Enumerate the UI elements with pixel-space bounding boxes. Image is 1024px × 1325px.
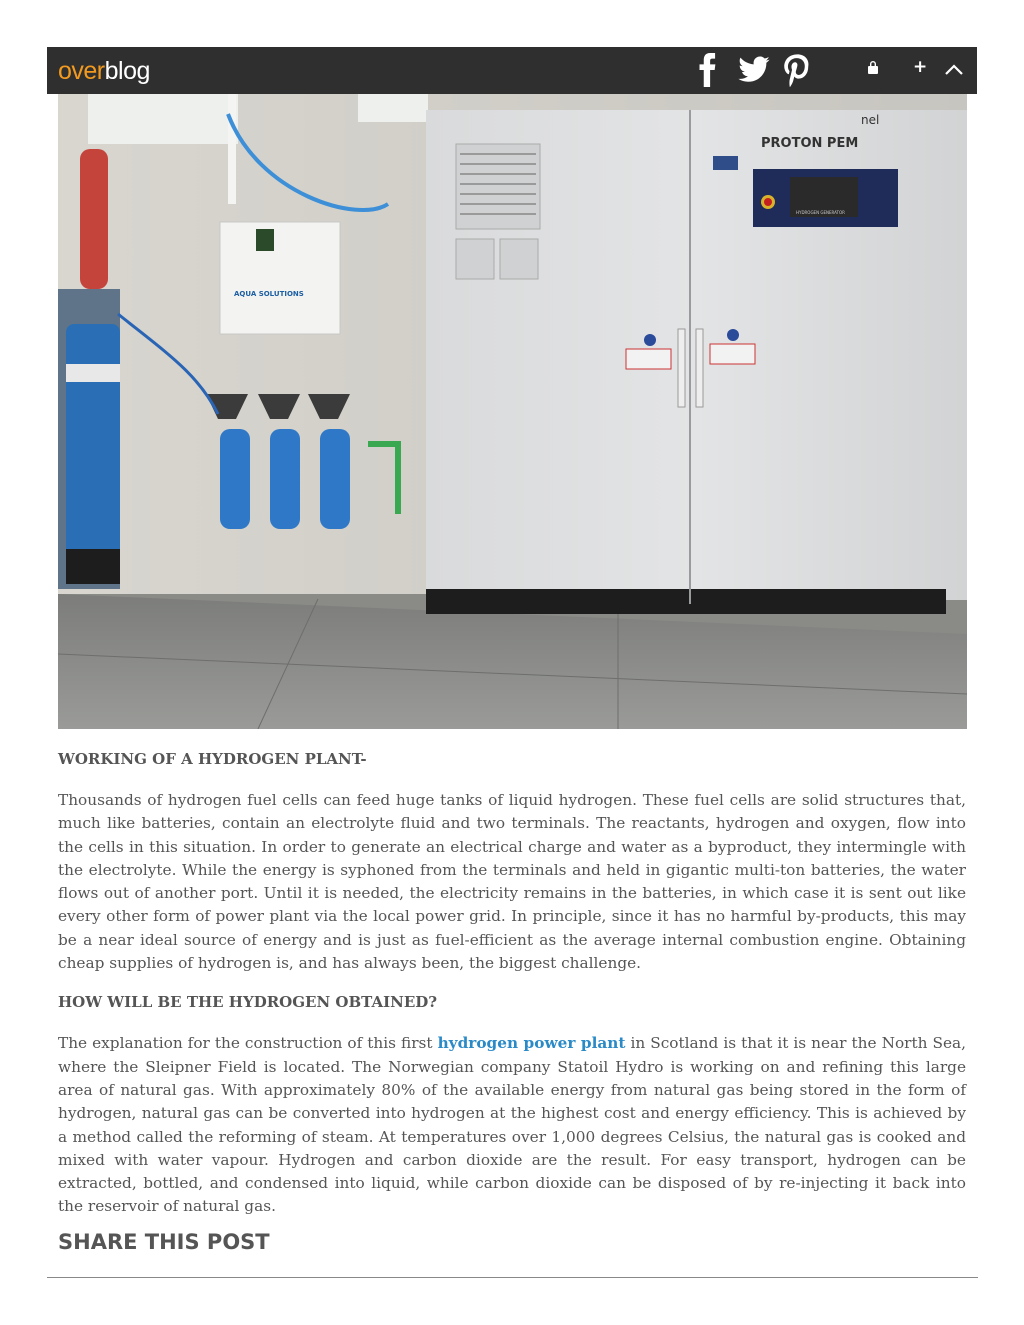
nel-label: nel	[861, 113, 880, 127]
section-heading-obtained: HOW WILL BE THE HYDROGEN OBTAINED?	[58, 993, 438, 1012]
lock-icon[interactable]	[867, 60, 879, 78]
paragraph-text-after-link: in Scotland is that it is near the North Sea, where the Sleipner Field is located. The Norwegian company Statoil Hydro is working on and refining this large area of natural gas. With approximately 80% of the available energy from natural gas being stored in the form of hydrogen, natural gas can be converted into hydrogen at the highest cost and energy efficiency. This is achieved by a method called the reforming of steam. At temperatures over 1,000 degrees Celsius, the natural gas is cooked and mixed with water vapour. Hydrogen and carbon dioxide are the result. For easy transport, hydrogen can be extracted, bottled, and condensed into liquid, while carbon dioxide can be disposed of by re-injecting it back into the reservoir of natural gas.	[58, 1034, 966, 1216]
aqua-solutions-label: AQUA SOLUTIONS	[234, 290, 304, 298]
share-this-post-heading: SHARE THIS POST	[58, 1230, 270, 1254]
chevron-up-icon[interactable]	[944, 61, 964, 79]
overblog-logo[interactable]	[58, 57, 150, 86]
paragraph-obtained	[58, 1032, 966, 1218]
section-heading-working: WORKING OF A HYDROGEN PLANT-	[58, 750, 367, 768]
proton-pem-label: PROTON PEM	[761, 136, 859, 151]
logo-blog-text: blog	[104, 57, 150, 85]
facebook-icon[interactable]	[691, 53, 725, 87]
top-bar	[47, 47, 977, 94]
pinterest-icon[interactable]	[780, 53, 814, 87]
divider	[47, 1277, 978, 1278]
twitter-icon[interactable]	[735, 53, 773, 87]
hydrogen-power-plant-link[interactable]: hydrogen power plant	[437, 1034, 626, 1053]
paragraph-text-before-link: The explanation for the construction of this first	[58, 1034, 438, 1053]
plus-icon[interactable]: +	[913, 57, 928, 77]
hydrogen-generator-screen-label: HYDROGEN GENERATOR	[796, 210, 845, 215]
article-body	[58, 744, 966, 1235]
logo-over-text: over	[58, 57, 105, 85]
hydrogen-plant-photo	[58, 94, 967, 729]
paragraph-working: Thousands of hydrogen fuel cells can feed huge tanks of liquid hydrogen. These fuel cells are solid structures that, much like batteries, contain an electrolyte fluid and two terminals. The reactants, hydrogen and oxygen, flow into the cells in this situation. In order to generate an electrical charge and water as a byproduct, they intermingle with the electrolyte. While the energy is syphoned from the terminals and held in gigantic multi-ton batteries, the water flows out of another port. Until it is needed, the electricity remains in the batteries, in which case it is sent out like every other form of power plant via the local power grid. In principle, since it has no harmful by-products, this may be a near ideal source of energy and is just as fuel-efficient as the average internal combustion engine. Obtaining cheap supplies of hydrogen is, and has always been, the biggest challenge.	[58, 791, 966, 973]
